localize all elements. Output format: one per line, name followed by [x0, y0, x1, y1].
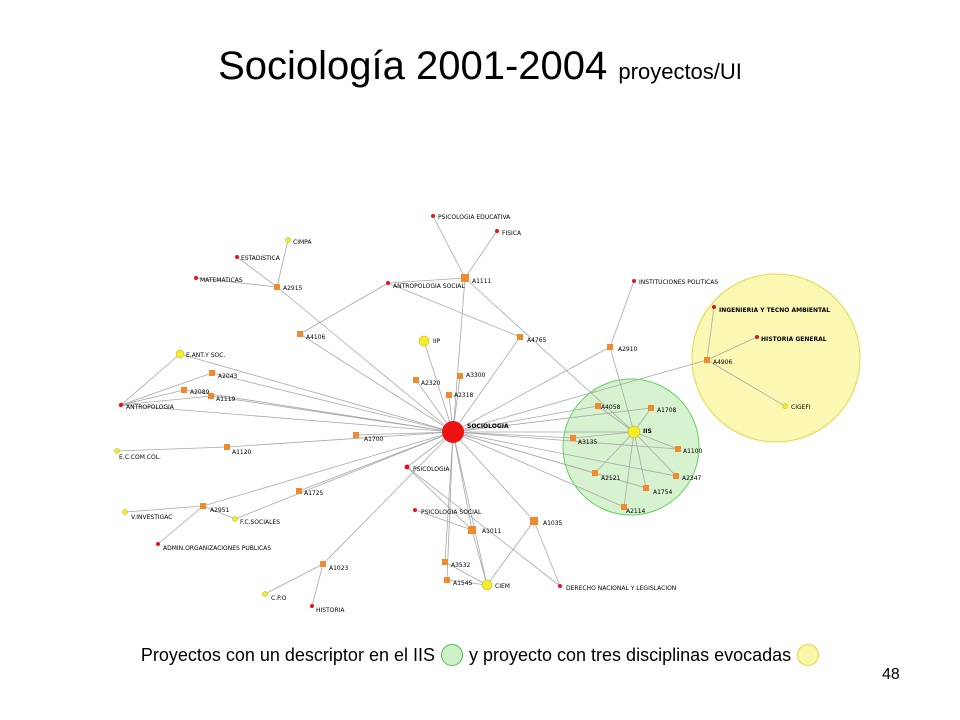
node-a2043: [209, 370, 215, 376]
page-number: 48: [882, 666, 900, 683]
node-a1011: [468, 526, 476, 534]
label-a2347: A2347: [682, 475, 702, 482]
node-psicologia-social: [413, 508, 417, 512]
node-fisica: [495, 229, 499, 233]
node-ciem: [482, 580, 492, 590]
label-psicologia-social: PSICOLOGIA SOCIAL: [421, 509, 482, 516]
node-historia-general: [755, 335, 759, 339]
node-a1754: [643, 485, 649, 491]
label-a1023: A1023: [329, 565, 349, 572]
label-vinvest: V.INVESTIGAC: [131, 514, 173, 521]
node-historia: [310, 604, 314, 608]
label-a1725: A1725: [304, 490, 324, 497]
label-a4906: A4906: [713, 359, 733, 366]
label-ingenieria: INGENIERIA Y TECNO AMBIENTAL: [719, 307, 831, 314]
node-a2347: [673, 473, 679, 479]
label-fisica: FISICA: [502, 230, 522, 237]
node-a4765: [517, 334, 523, 340]
node-a1545: [444, 577, 450, 583]
node-instituciones-politicas: [632, 279, 636, 283]
label-a2320: A2320: [421, 380, 441, 387]
label-antropologia-social: ANTROPOLOGIA SOCIAL: [393, 283, 465, 290]
node-a2089: [181, 387, 187, 393]
label-a1545: A1545: [453, 580, 473, 587]
node-a3135: [570, 435, 576, 441]
node-a1700: [353, 432, 359, 438]
label-a1011: A1011: [482, 528, 502, 535]
node-iip: [419, 336, 429, 346]
label-a2043: A2043: [218, 373, 238, 380]
node-ingenieria: [712, 305, 716, 309]
label-ciem: CIEM: [495, 583, 510, 590]
caption-part1: Proyectos con un descriptor en el IIS: [140, 644, 435, 665]
node-a2951: [200, 503, 206, 509]
label-ecomcol: E.C.COM.COL.: [119, 454, 161, 461]
node-a2318: [446, 392, 452, 398]
yellow-circle-icon: [797, 644, 819, 666]
node-a1023: [320, 561, 326, 567]
label-a4058: A4058: [601, 404, 621, 411]
label-sociologia: SOCIOLOGIA: [467, 423, 509, 430]
label-a2121: A2121: [601, 475, 621, 482]
label-a2910: A2910: [618, 346, 638, 353]
node-a1111: [461, 274, 469, 282]
node-fcsoc: [233, 517, 238, 522]
label-cimpa: CIMPA: [293, 239, 312, 246]
label-a1111: A1111: [472, 278, 492, 285]
label-a3135: A3135: [578, 439, 598, 446]
node-a2910: [607, 344, 613, 350]
label-psicologia-educativa: PSICOLOGIA EDUCATIVA: [438, 214, 511, 221]
label-a1119: A1119: [216, 396, 236, 403]
node-a1100: [675, 446, 681, 452]
node-psicologia: [405, 465, 410, 470]
legend-caption: [0, 644, 960, 666]
label-a2915: A2915: [283, 285, 303, 292]
node-vinvest: [123, 510, 128, 515]
node-a2320: [413, 377, 419, 383]
label-admin-org: ADMIN.ORGANIZACIONES PUBLICAS: [163, 545, 272, 552]
node-a2915: [274, 284, 280, 290]
label-estadistica: ESTADISTICA: [241, 255, 280, 262]
node-eant: [176, 350, 184, 358]
node-antropologia-social: [386, 281, 390, 285]
title-subtitle: proyectos/UI: [618, 59, 742, 84]
node-cpo: [263, 592, 268, 597]
node-ecomcol: [115, 449, 120, 454]
title-main: Sociología 2001-2004: [218, 44, 608, 88]
node-a2121: [592, 470, 598, 476]
label-a1754: A1754: [653, 489, 673, 496]
label-instituciones-politicas: INSTITUCIONES POLITICAS: [639, 279, 719, 286]
label-a1120: A1120: [232, 449, 252, 456]
node-a1035: [530, 517, 538, 525]
label-antropologia: ANTROPOLOGIA: [126, 404, 174, 411]
label-a1700: A1700: [364, 436, 384, 443]
node-a4906: [704, 357, 710, 363]
node-cigefi: [783, 404, 788, 409]
label-derecho: DERECHO NACIONAL Y LEGISLACION: [566, 585, 677, 592]
node-matematicas: [194, 276, 198, 280]
node-a1725: [296, 488, 302, 494]
node-a4106: [297, 331, 303, 337]
label-a4765: A4765: [527, 337, 547, 344]
label-historia: HISTORIA: [316, 607, 345, 614]
label-a3300: A3300: [466, 372, 486, 379]
node-derecho: [558, 584, 562, 588]
label-fcsoc: F.C.SOCIALES: [240, 519, 281, 526]
caption-part2: y proyecto con tres disciplinas evocadas: [468, 644, 792, 665]
three-discipline-cluster: [692, 274, 860, 442]
node-a3532: [442, 559, 448, 565]
green-circle-icon: [441, 644, 463, 666]
label-a3532: A3532: [451, 562, 471, 569]
label-a1708: A1708: [657, 407, 677, 414]
label-matematicas: MATEMATICAS: [200, 277, 243, 284]
label-a4106: A4106: [306, 334, 326, 341]
node-admin-org: [156, 542, 160, 546]
label-a2114: A2114: [626, 508, 646, 515]
node-iis: [628, 426, 640, 438]
label-a2951: A2951: [210, 507, 230, 514]
label-eant: E.ANT.Y SOC.: [186, 352, 226, 359]
node-estadistica: [235, 255, 239, 259]
label-a2318: A2318: [454, 392, 474, 399]
node-sociologia: [442, 421, 464, 443]
label-a2089: A2089: [190, 389, 210, 396]
node-a1120: [224, 444, 230, 450]
node-a3300: [457, 373, 463, 379]
label-iis: IIS: [643, 428, 652, 435]
label-a1035: A1035: [543, 520, 563, 527]
node-psicologia-educativa: [431, 214, 435, 218]
label-cpo: C.P.O: [271, 595, 287, 602]
node-cimpa: [286, 238, 291, 243]
label-a1100: A1100: [683, 448, 703, 455]
label-psicologia: PSICOLOGIA: [413, 466, 450, 473]
label-cigefi: CIGEFI: [791, 404, 811, 411]
node-a1708: [648, 405, 654, 411]
node-antropologia: [119, 403, 123, 407]
label-historia-general: HISTORIA GENERAL: [761, 336, 827, 343]
label-iip: IIP: [433, 338, 441, 345]
